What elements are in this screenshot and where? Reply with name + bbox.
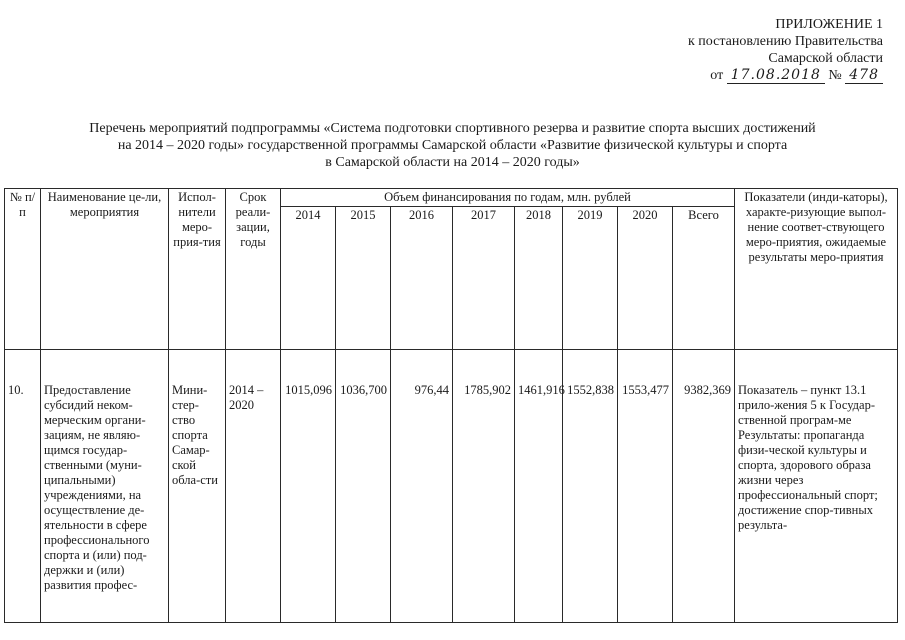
document-title [0, 120, 905, 171]
header-year: 2014 [281, 207, 336, 350]
header-year: 2019 [563, 207, 618, 350]
region-name: Самарской области [768, 51, 883, 66]
row-value: 1785,902 [453, 382, 515, 622]
header-year: 2016 [391, 207, 453, 350]
appendix-label: ПРИЛОЖЕНИЕ 1 [775, 17, 883, 32]
header-executor: Испол-нители меро-прия-тия [169, 189, 226, 350]
header-funding: Объем финансирования по годам, млн. рублей [281, 189, 735, 207]
title-line-3: в Самарской области на 2014 – 2020 годы» [325, 155, 580, 170]
header-number: № п/п [5, 189, 41, 350]
handwritten-number: 478 [845, 67, 883, 84]
appendix-header [688, 16, 883, 84]
row-value: 1036,700 [336, 382, 391, 622]
row-value: 1553,477 [618, 382, 673, 622]
number-prefix: № [828, 68, 842, 83]
table-row [5, 382, 898, 622]
spacer-row [5, 350, 898, 383]
row-executor: Мини-стер-ство спорта Самар-ской обла-сти [169, 382, 226, 622]
row-total: 9382,369 [673, 382, 735, 622]
header-year: 2018 [515, 207, 563, 350]
row-name: Предоставление субсидий неком-мерческим органи-зациям, не являю-щимся государ-ственными (муни-ципальными) учреждениями, на осуществление де-ятельности в сфере профессионального спорта и (или) под-держки и (или) развития профес- [41, 382, 169, 622]
header-year: 2017 [453, 207, 515, 350]
row-value: 1552,838 [563, 382, 618, 622]
row-value: 1461,916 [515, 382, 563, 622]
row-value: 976,44 [391, 382, 453, 622]
resolution-ref: к постановлению Правительства [687, 34, 883, 49]
header-total: Всего [673, 207, 735, 350]
header-name: Наименование це-ли, мероприятия [41, 189, 169, 350]
header-indicators: Показатели (инди-каторы), характе-ризующие выпол-нение соответ-ствующего меро-приятия, ожидаемые результаты меро-приятия [735, 189, 898, 350]
title-line-1: Перечень мероприятий подпрограммы «Система подготовки спортивного резерва и развитие спорта высших достижений [89, 121, 816, 136]
measures-table [4, 188, 898, 623]
date-prefix: от [710, 68, 724, 83]
row-indicators: Показатель – пункт 13.1 прило-жения 5 к Государ-ственной програм-ме Результаты: пропаганда физи-ческой культуры и спорта, здорового образа жизни через профессиональный спорт; достижение спор-тивных результа- [735, 382, 898, 622]
header-term: Срок реали-зации, годы [226, 189, 281, 350]
handwritten-date: 17.08.2018 [727, 67, 825, 84]
row-number: 10. [5, 382, 41, 622]
row-term: 2014 – 2020 [226, 382, 281, 622]
header-year: 2020 [618, 207, 673, 350]
title-line-2: на 2014 – 2020 годы» государственной программы Самарской области «Развитие физической культуры и спорта [117, 138, 788, 153]
row-value: 1015,096 [281, 382, 336, 622]
date-line [688, 67, 883, 84]
header-year: 2015 [336, 207, 391, 350]
